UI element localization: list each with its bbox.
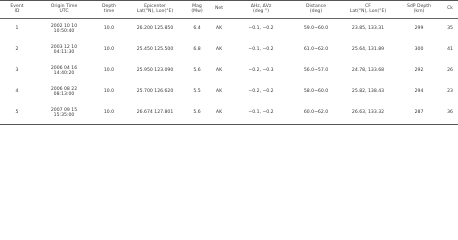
cell-sdp-depth: 300	[414, 47, 424, 53]
cell-sdp-depth: 287	[396, 103, 442, 125]
cell-sdp-depth: 292	[414, 68, 424, 74]
header-cf: CF Lat(°N), Lon(°E)	[340, 1, 396, 19]
cell-magnitude: 5.5	[193, 89, 201, 95]
cell-cf: 25.82, 138.43	[351, 89, 385, 95]
cell-ck: 36	[442, 103, 458, 125]
table-row	[0, 40, 458, 61]
cell-event-id: 4	[15, 89, 19, 95]
header-row	[0, 1, 458, 19]
header-net: Net	[208, 1, 230, 19]
cell-sdp-depth: 294	[414, 89, 424, 95]
header-ck: Ck	[442, 1, 458, 19]
cell-ck: 23	[447, 89, 453, 95]
cell-cf: 26.63, 133.32	[340, 103, 396, 125]
cell-depth: 10.0	[103, 68, 115, 74]
cell-distance: 61.0~62.0	[303, 47, 329, 53]
cell-origin-time: 2006 04 16 14:40:20	[50, 65, 78, 76]
cell-cf: 23.85, 133.31	[351, 26, 385, 32]
cell-distance: 58.0~60.0	[303, 89, 329, 95]
header-event-id: Event ID	[0, 1, 34, 19]
cell-magnitude: 5.6	[193, 68, 201, 74]
cell-net: AK	[215, 89, 223, 95]
cell-net: AK	[215, 47, 223, 53]
cell-epicenter: 26.674 127.801	[124, 103, 186, 125]
cell-ck: 26	[447, 68, 453, 74]
cell-depth: 10.0	[103, 89, 115, 95]
header-magnitude: Mag (Mw)	[186, 1, 208, 19]
cell-delta: −0.2, −0.3	[248, 68, 274, 74]
cell-depth: 10.0	[103, 47, 115, 53]
table-row	[0, 103, 458, 125]
cell-distance: 59.0~60.0	[303, 26, 329, 32]
cell-origin-time: 2002 10 10 10:50:40	[50, 23, 78, 34]
cell-net: AK	[208, 103, 230, 125]
cell-depth: 10.0	[94, 103, 124, 125]
cell-epicenter: 26.200 125.850	[136, 26, 174, 32]
cell-delta: −0.1, −0.2	[248, 26, 274, 32]
cell-magnitude: 6.4	[193, 26, 201, 32]
header-sdp-depth: SdP Depth (km)	[396, 1, 442, 19]
cell-epicenter: 25.950 123.090	[136, 68, 174, 74]
cell-event-id: 1	[15, 26, 19, 32]
cell-event-id: 5	[0, 103, 34, 125]
table-row	[0, 61, 458, 82]
cell-epicenter: 25.700 126.620	[136, 89, 174, 95]
cell-epicenter: 25.450 125.500	[136, 47, 174, 53]
table-row	[0, 82, 458, 103]
header-delta: ΔHz, ΔVz (deg °)	[230, 1, 292, 19]
cell-origin-time: 2007 09 15 15:35:00	[34, 103, 94, 125]
cell-event-id: 2	[15, 47, 19, 53]
cell-magnitude: 5.6	[186, 103, 208, 125]
cell-ck: 35	[447, 26, 453, 32]
table-row	[0, 19, 458, 41]
cell-magnitude: 6.8	[193, 47, 201, 53]
header-distance: Distance (deg)	[292, 1, 340, 19]
cell-sdp-depth: 299	[414, 26, 424, 32]
cell-cf: 24.78, 133.68	[351, 68, 385, 74]
header-origin-time: Origin Time UTC	[34, 1, 94, 19]
cell-distance: 56.0~57.0	[303, 68, 329, 74]
cell-distance: 60.0~62.0	[292, 103, 340, 125]
cell-delta: −0.1, −0.2	[230, 103, 292, 125]
cell-origin-time: 2006 08 22 08:13:00	[50, 86, 78, 97]
cell-delta: −0.1, −0.2	[248, 47, 274, 53]
cell-event-id: 3	[15, 68, 19, 74]
header-depth: Depth time	[94, 1, 124, 19]
cell-depth: 10.0	[103, 26, 115, 32]
cell-net: AK	[215, 26, 223, 32]
cell-ck: 41	[447, 47, 453, 53]
cell-net: AK	[215, 68, 223, 74]
header-epicenter: Epicenter Lat(°N), Lon(°E)	[124, 1, 186, 19]
cell-cf: 25.64, 131.89	[351, 47, 385, 53]
cell-origin-time: 2003 12 10 04:11:30	[50, 44, 78, 55]
cell-delta: −0.2, −0.2	[248, 89, 274, 95]
